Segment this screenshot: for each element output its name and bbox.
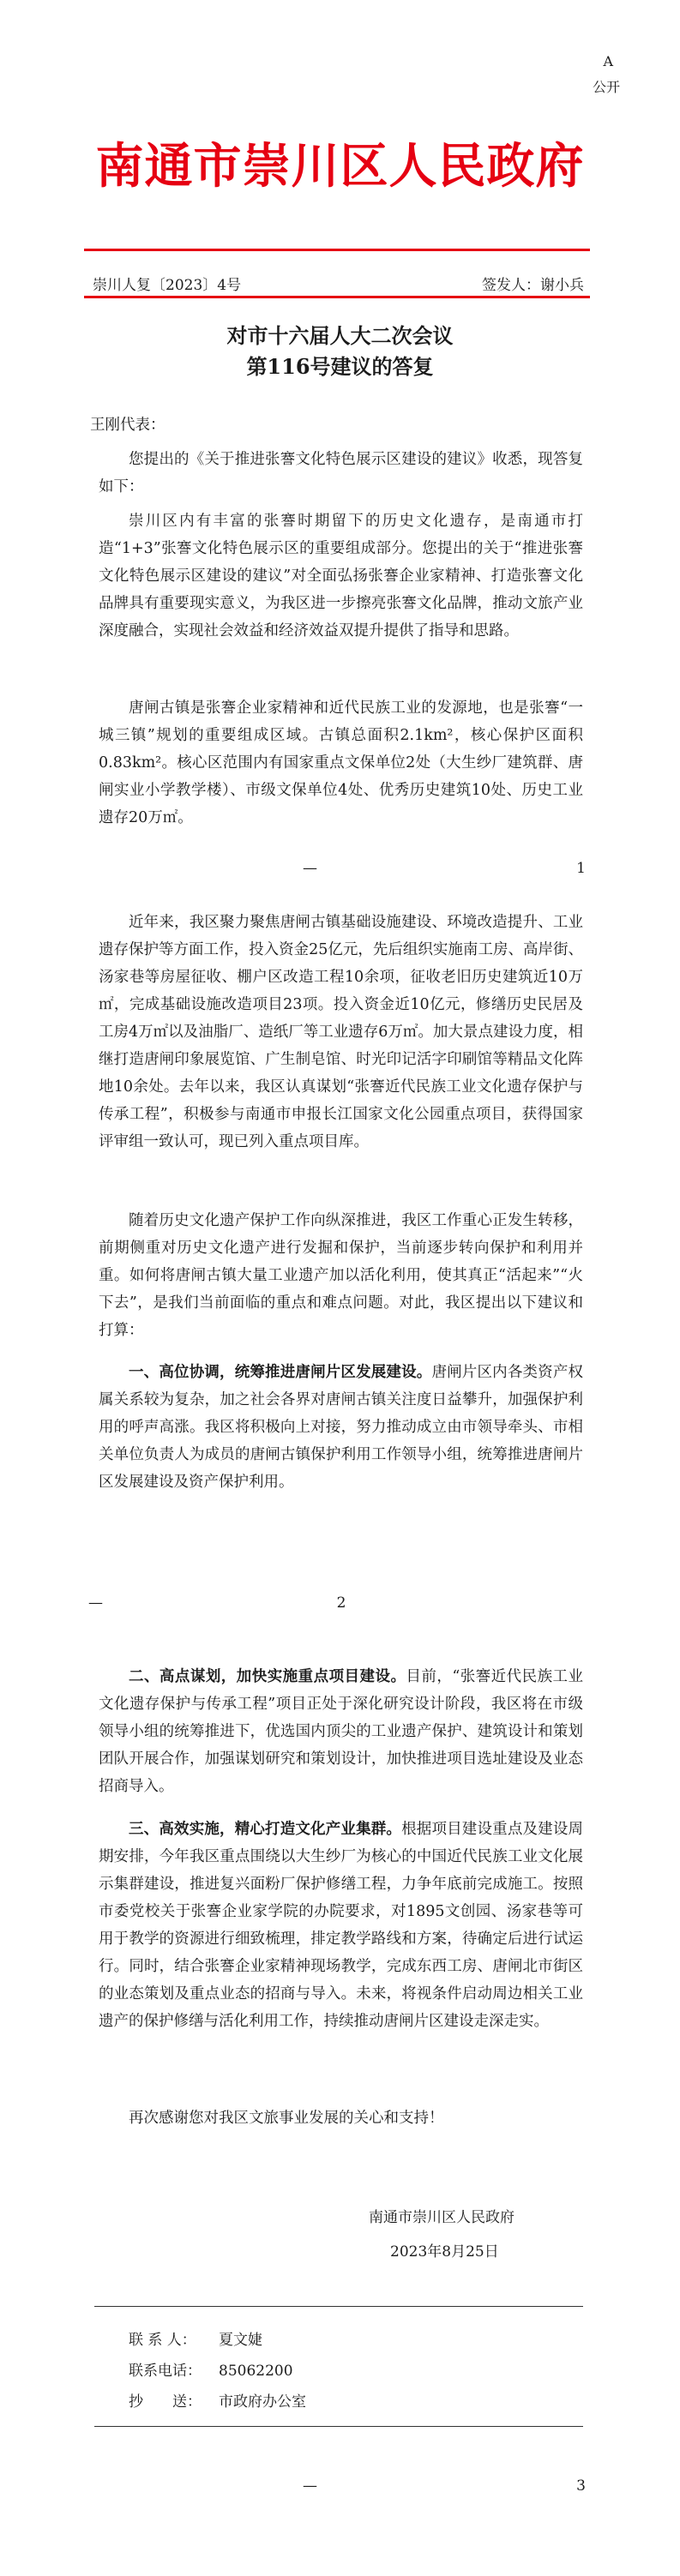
contact-phone: 85062200 bbox=[219, 2363, 293, 2380]
page-number-value: 2 bbox=[336, 1594, 346, 1612]
contact-person: 夏文婕 bbox=[219, 2332, 262, 2349]
contact-divider-top bbox=[94, 2306, 583, 2307]
salutation: 王刚代表： bbox=[90, 417, 165, 434]
contact-phone-label: 联系电话： bbox=[129, 2363, 202, 2380]
red-divider bbox=[84, 249, 590, 251]
contact-person-label: 联 系 人： bbox=[129, 2332, 196, 2349]
page-number-1 bbox=[88, 860, 586, 877]
doc-title-line2: 第116号建议的答复 bbox=[246, 354, 434, 379]
point-2-text: 目前，“张謇近代民族工业文化遗存保护与传承工程”项目正处于深化研究设计阶段，我区将在市级领导小组的统筹推进下，优选国内顶尖的工业遗产保护、建筑设计和策划团队开展合作，加强谋划研究和策划设计，加快推进项目选址建设及业态招商导入。 bbox=[99, 1668, 584, 1795]
footer-dash: — bbox=[303, 860, 317, 877]
page-number-2 bbox=[88, 1594, 594, 1612]
footer-dash: — bbox=[303, 2477, 317, 2495]
contact-cc: 市政府办公室 bbox=[219, 2393, 306, 2411]
classification-label: 公开 bbox=[592, 79, 620, 95]
contact-cc-row bbox=[129, 2387, 306, 2417]
point-1-text: 唐闸片区内各类资产权属关系较为复杂，加之社会各界对唐闸古镇关注度日益攀升，加强保护利用的呼声高涨。我区将积极向上对接，努力推动成立由市领导牵头、市相关单位负责人为成员的唐闸古镇保护利用工作领导小组，统筹推进唐闸片区发展建设及资产保护利用。 bbox=[99, 1364, 584, 1491]
signer-label: 签发人： bbox=[482, 277, 540, 294]
point-3 bbox=[99, 1816, 583, 2035]
signature-date: 2023年8月25日 bbox=[390, 2243, 499, 2261]
point-2 bbox=[99, 1663, 583, 1800]
contact-divider-bottom bbox=[94, 2426, 583, 2427]
paragraph-3: 唐闸古镇是张謇企业家精神和近代民族工业的发源地，也是张謇“一城三镇”规划的重要组成区域。古镇总面积2.1km²，核心保护区面积0.83km²。核心区范围内有国家重点文保单位2处（大生纱厂建筑群、唐闸实业小学教学楼）、市级文保单位4处、优秀历史建筑10处、历史工业遗存20万㎡。 bbox=[99, 700, 583, 826]
page-number-value: 3 bbox=[576, 2477, 586, 2495]
point-1-lead: 一、高位协调，统筹推进唐闸片区发展建设。 bbox=[129, 1364, 432, 1381]
point-3-text: 根据项目建设重点及建设周期安排，今年我区重点围绕以大生纱厂为核心的中国近代民族工业文化展示集群建设，推进复兴面粉厂保护修缮工程，力争年底前完成施工。按照市委党校关于张謇企业家学院的办院要求，对1895文创园、汤家巷等可用于教学的资源进行细致梳理，排定教学路线和方案，待确定后进行试运行。同时，结合张謇企业家精神现场教学，完成东西工房、唐闸北市街区的业态策划及重点业态的招商与导入。未来，将视条件启动周边相关工业遗产的保护修缮与活化利用工作，持续推动唐闸片区建设走深走实。 bbox=[99, 1821, 584, 2030]
paragraph-5: 随着历史文化遗产保护工作向纵深推进，我区工作重心正发生转移，前期侧重对历史文化遗产进行发掘和保护，当前逐步转向保护和利用并重。如何将唐闸古镇大量工业遗产加以活化利用，使其真正“活起来”“火下去”，是我们当前面临的重点和难点问题。对此，我区提出以下建议和打算： bbox=[99, 1212, 583, 1339]
footer-dash: — bbox=[88, 1594, 103, 1612]
point-1 bbox=[99, 1359, 583, 1496]
point-3-lead: 三、高效实施，精心打造文化产业集群。 bbox=[129, 1821, 402, 1838]
page-number-value: 1 bbox=[576, 860, 586, 877]
page-number-3 bbox=[88, 2477, 586, 2495]
point-2-lead: 二、高点谋划，加快实施重点项目建设。 bbox=[129, 1668, 406, 1685]
paragraph-4: 近年来，我区聚力聚焦唐闸古镇基础设施建设、环境改造提升、工业遗存保护等方面工作，投入资金25亿元，先后组织实施南工房、高岸街、汤家巷等房屋征收、棚户区改造工程10余项，征收老旧历史建筑近10万㎡，完成基础设施改造项目23项。投入资金近10亿元，修缮历史民居及工房4万㎡以及油脂厂、造纸厂等工业遗存6万㎡。加大景点建设力度，相继打造唐闸印象展览馆、广生制皂馆、时光印记活字印刷馆等精品文化阵地10余处。去年以来，我区认真谋划“张謇近代民族工业文化遗存保护与传承工程”，积极参与南通市申报长江国家文化公园重点项目，获得国家评审组一致认可，现已列入重点项目库。 bbox=[99, 914, 583, 1150]
signature-org: 南通市崇川区人民政府 bbox=[369, 2209, 515, 2226]
contact-cc-label: 抄 送： bbox=[129, 2393, 202, 2411]
contact-block bbox=[129, 2325, 306, 2417]
contact-phone-row bbox=[129, 2356, 306, 2387]
closing-line: 再次感谢您对我区文旅事业发展的关心和支持！ bbox=[129, 2110, 444, 2127]
paragraph-2: 崇川区内有丰富的张謇时期留下的历史文化遗存，是南通市打造“1+3”张謇文化特色展示区的重要组成部分。您提出的关于“推进张謇文化特色展示区建设的建议”对全面弘扬张謇企业家精神、打造张謇文化品牌具有重要现实意义，为我区进一步擦亮张謇文化品牌，推动文旅产业深度融合，实现社会效益和经济效益双提升提供了指导和思路。 bbox=[99, 513, 583, 639]
red-divider-2 bbox=[84, 296, 590, 298]
paragraph-1: 您提出的《关于推进张謇文化特色展示区建设的建议》收悉，现答复如下： bbox=[99, 451, 583, 495]
document-number: 崇川人复〔2023〕4号 bbox=[93, 277, 242, 294]
signer-name: 谢小兵 bbox=[540, 277, 584, 294]
doc-title-line1: 对市十六届人大二次会议 bbox=[226, 323, 454, 348]
corner-letter: A bbox=[603, 53, 613, 69]
contact-person-row bbox=[129, 2325, 306, 2356]
issuer-title: 南通市崇川区人民政府 bbox=[95, 139, 585, 195]
signer-line bbox=[482, 273, 584, 294]
